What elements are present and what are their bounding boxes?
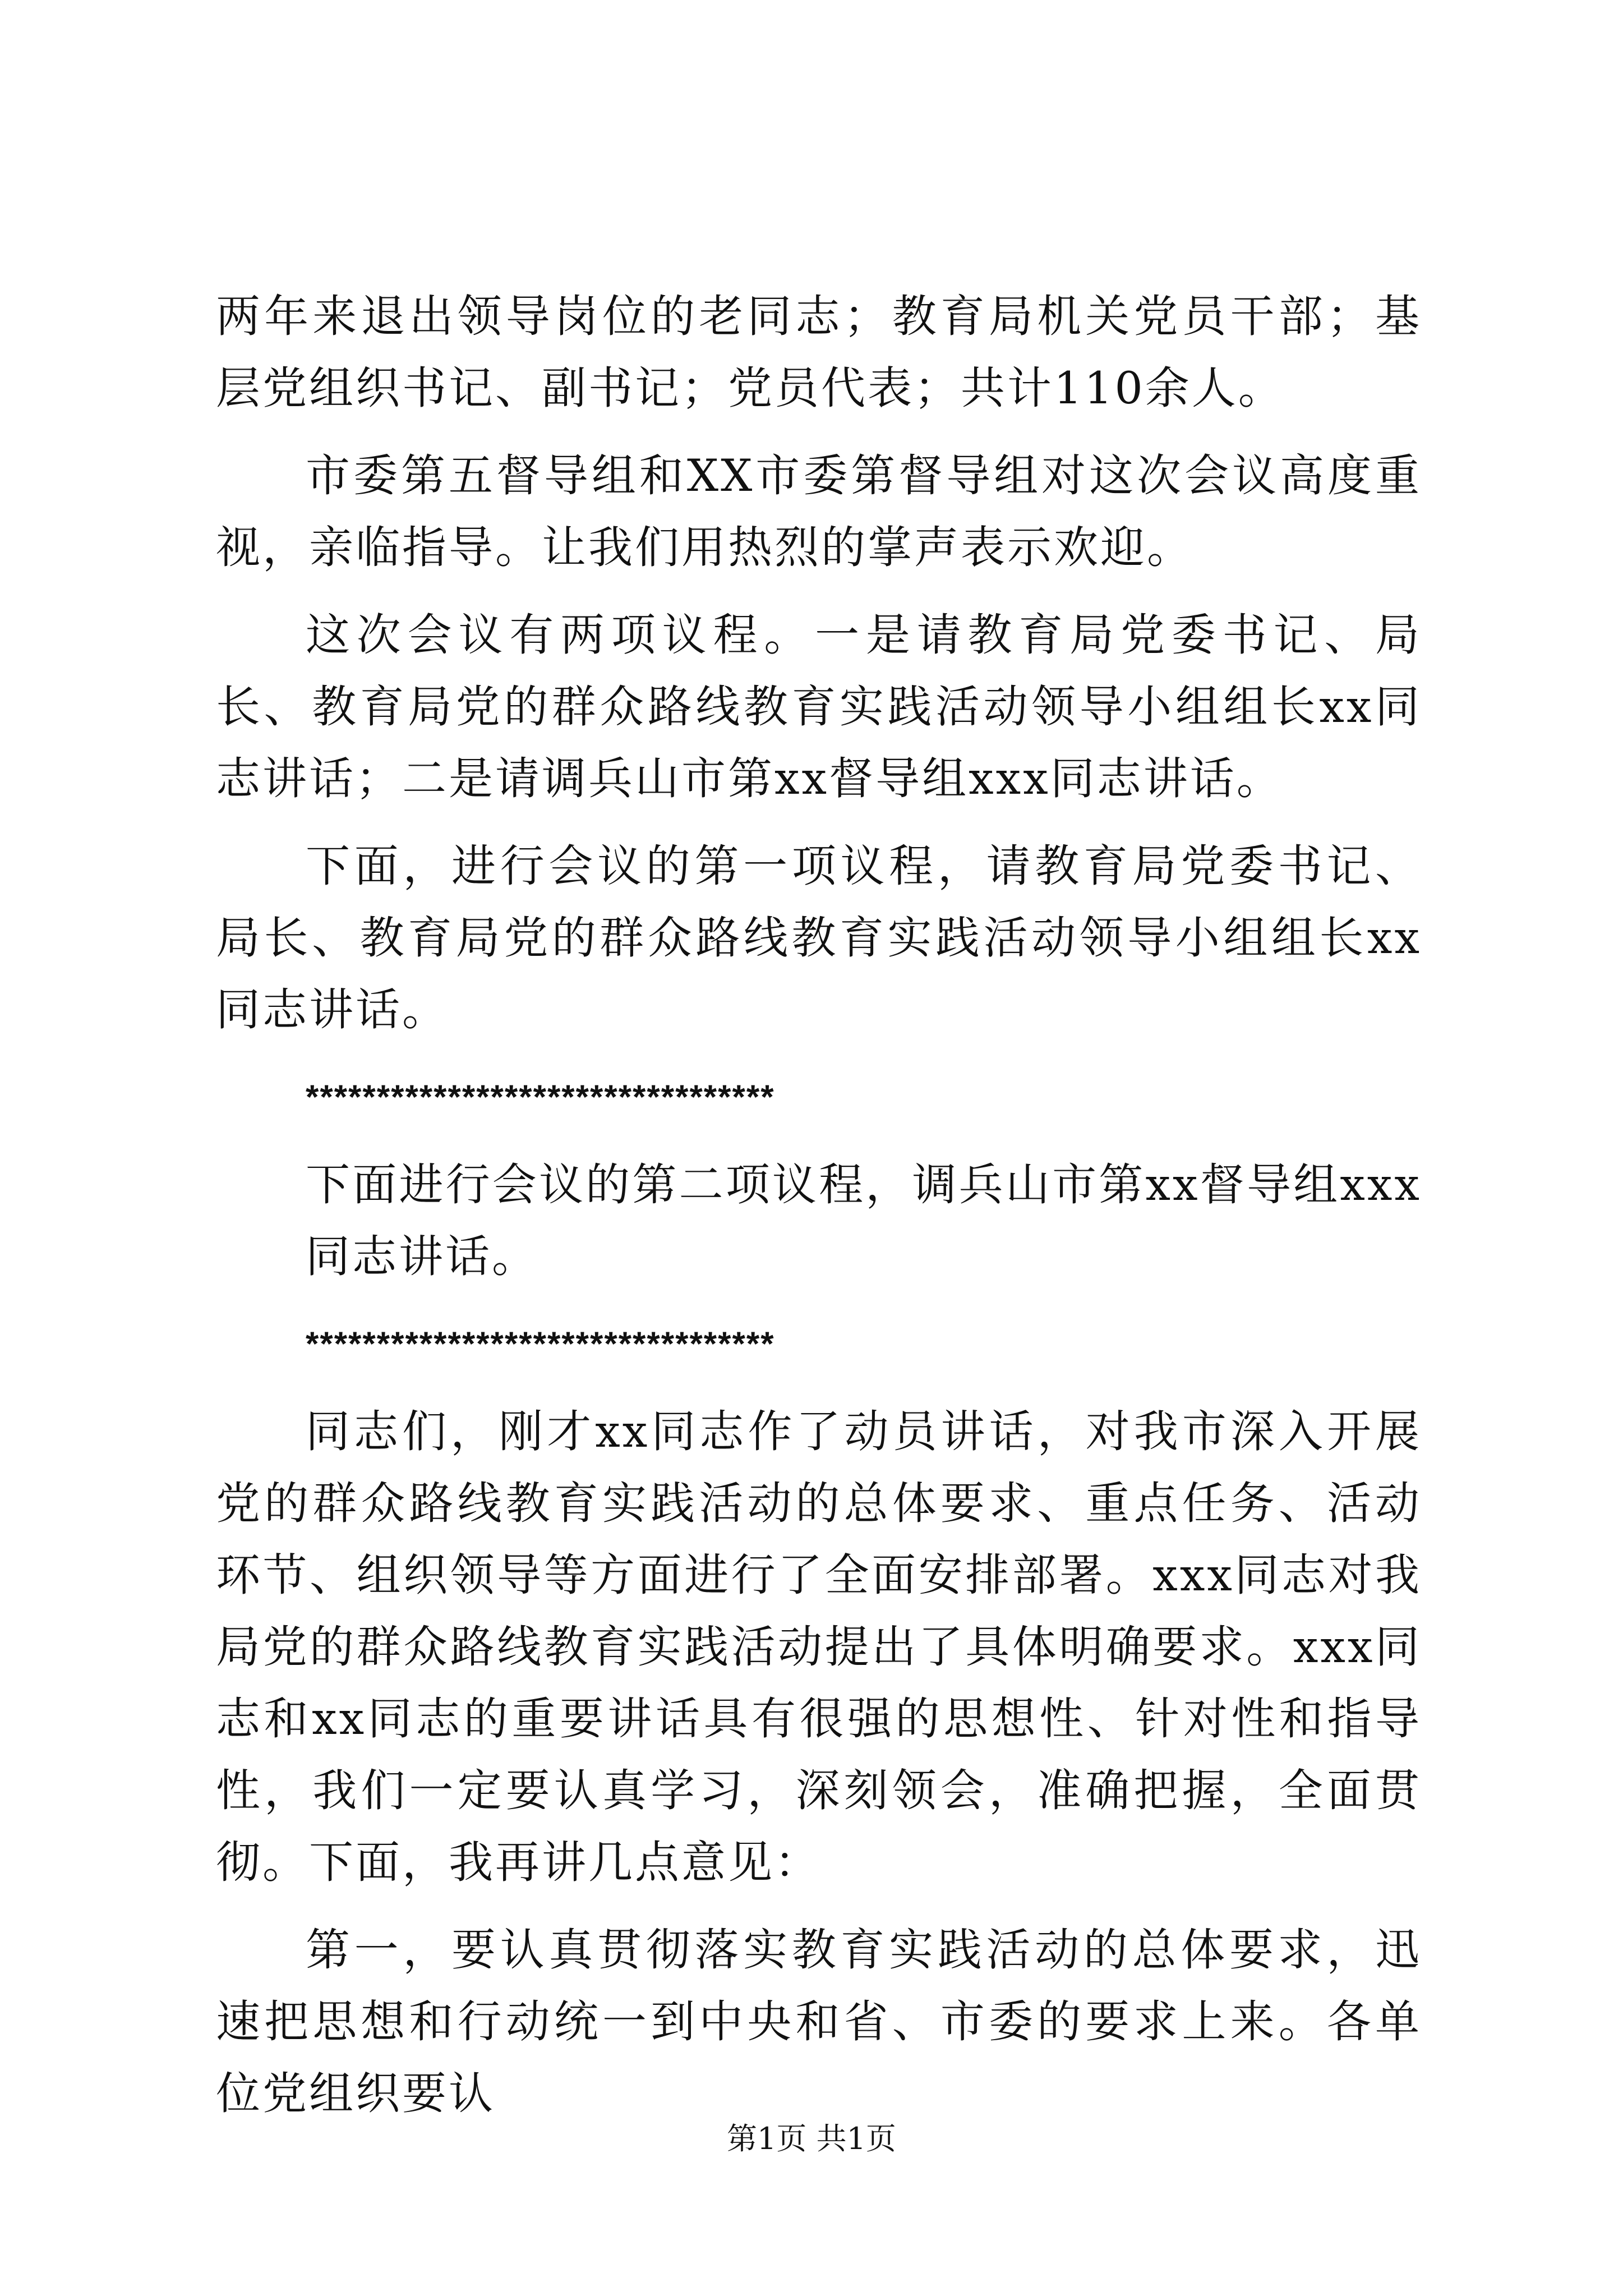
paragraph-agenda-item-one: 下面，进行会议的第一项议程，请教育局党委书记、局长、教育局党的群众路线教育实践活动领导小组组长xx同志讲话。 xyxy=(216,840,1422,1036)
page-number-footer: 第1页 共1页 xyxy=(727,2121,896,2156)
paragraph-supervision-welcome: 市委第五督导组和XX市委第督导组对这次会议高度重视，亲临指导。让我们用热烈的掌声表示欢迎。 xyxy=(216,450,1422,573)
paragraph-agenda-item-two: 下面进行会议的第二项议程，调兵山市第xx督导组xxx同志讲话。 xyxy=(306,1159,1422,1282)
paragraph-agenda: 这次会议有两项议程。一是请教育局党委书记、局长、教育局党的群众路线教育实践活动领导小组组长xx同志讲话；二是请调兵山市第xx督导组xxx同志讲话。 xyxy=(216,609,1422,804)
paragraph-summary: 同志们，刚才xx同志作了动员讲话，对我市深入开展党的群众路线教育实践活动的总体要求、重点任务、活动环节、组织领导等方面进行了全面安排部署。xxx同志对我局党的群众路线教育实践活动提出了具体明确要求。xxx同志和xx同志的重要讲话具有很强的思想性、针对性和指导性，我们一定要认真学习，深刻领会，准确把握，全面贯彻。下面，我再讲几点意见： xyxy=(216,1406,1422,1888)
paragraph-point-one: 第一，要认真贯彻落实教育实践活动的总体要求，迅速把思想和行动统一到中央和省、市委的要求上来。各单位党组织要认 xyxy=(216,1924,1422,2119)
paragraph-attendees: 两年来退出领导岗位的老同志；教育局机关党员干部；基层党组织书记、副书记；党员代表；共计110余人。 xyxy=(216,291,1422,414)
document-body xyxy=(216,280,1422,2145)
separator-stars: ********************************* xyxy=(306,1325,775,1363)
separator-stars: ********************************* xyxy=(306,1078,775,1116)
